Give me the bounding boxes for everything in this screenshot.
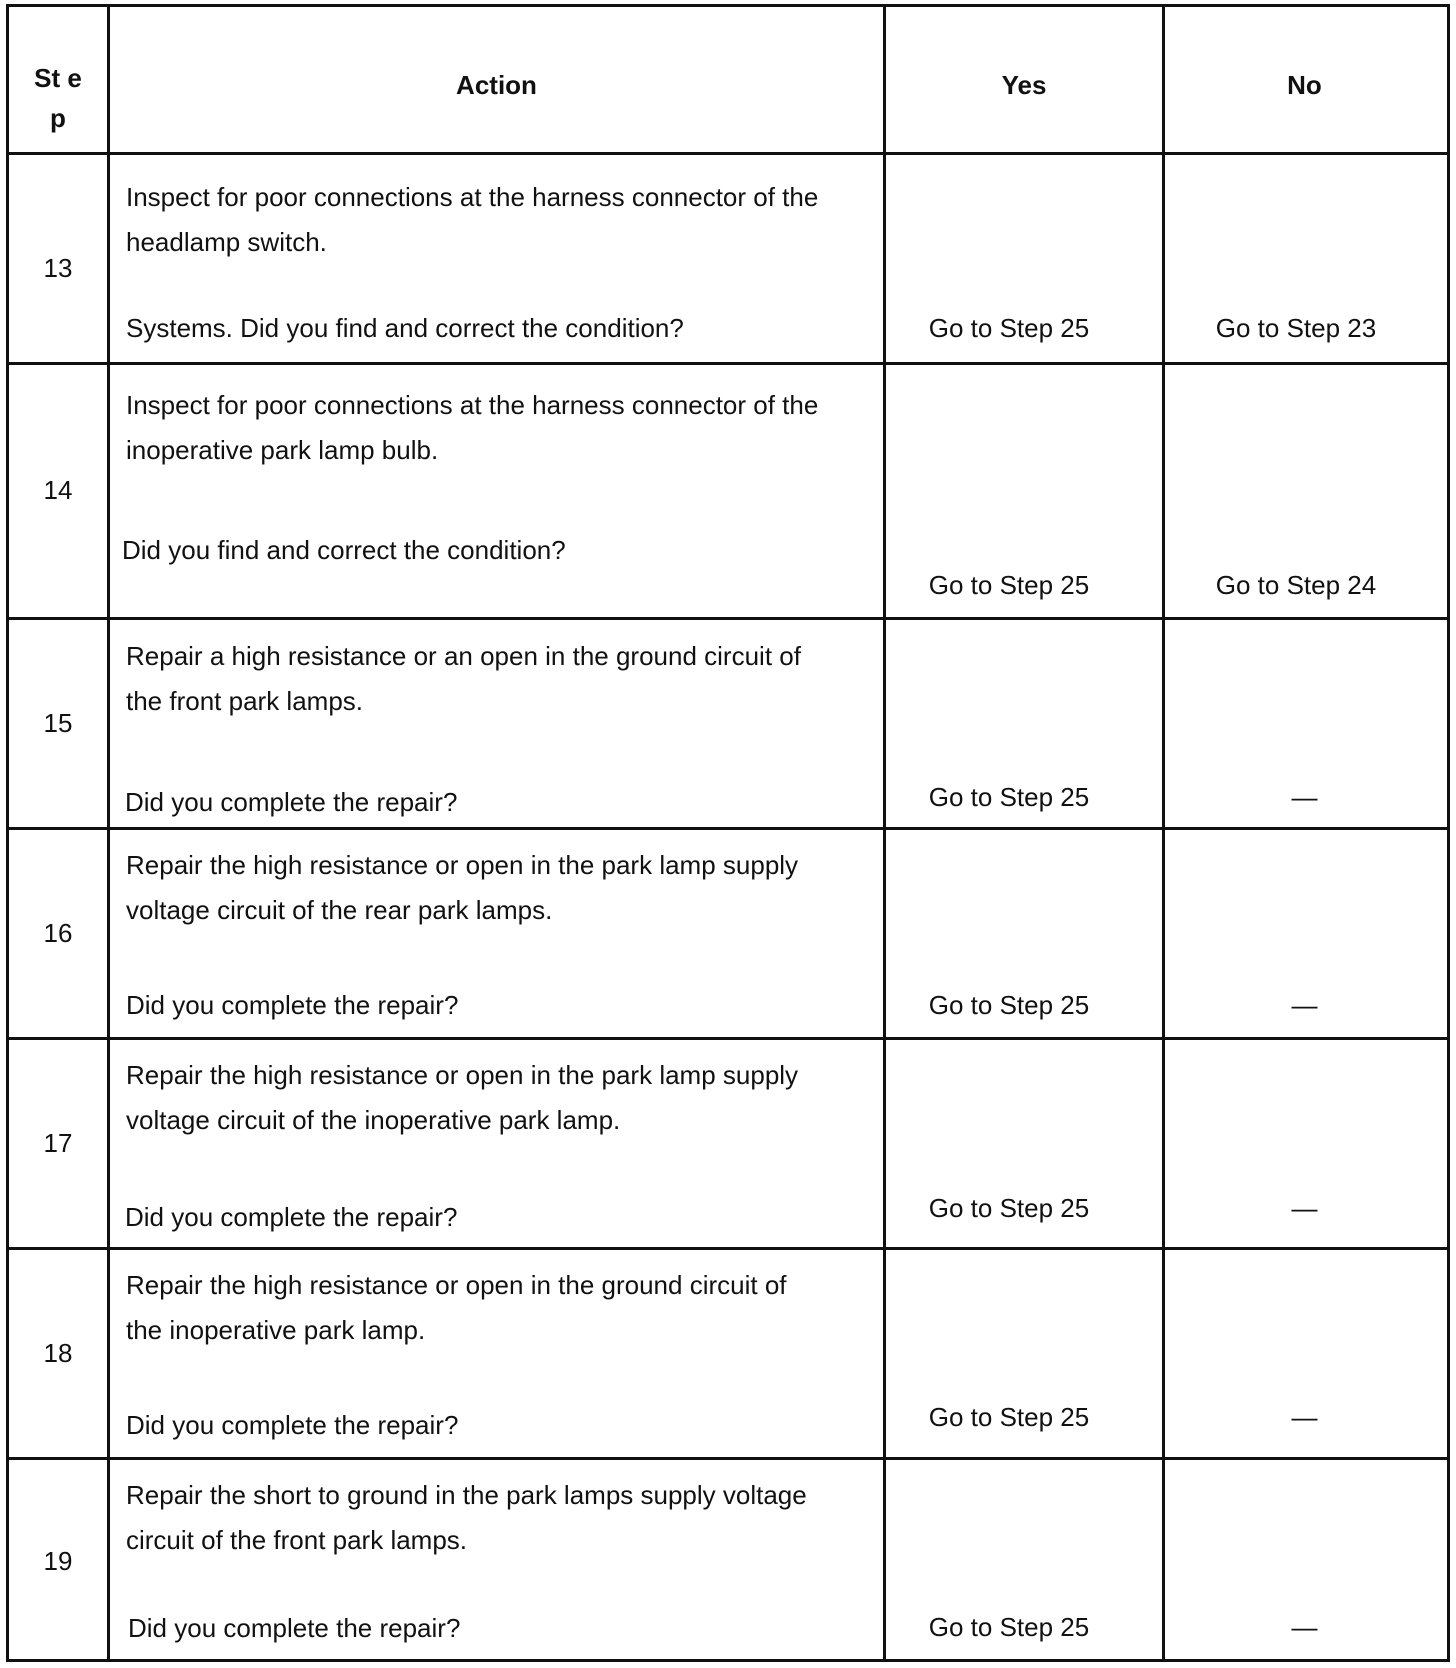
table-row <box>9 620 1447 830</box>
yes-result: Go to Step 25 <box>928 1612 1090 1642</box>
step-number: 15 <box>43 708 73 738</box>
action-cell <box>110 155 886 362</box>
table-row <box>9 1460 1447 1662</box>
action-question: Did you complete the repair? <box>126 1410 459 1440</box>
header-step-label: St ep <box>34 63 82 133</box>
action-cell <box>110 620 886 827</box>
table-row <box>9 830 1447 1040</box>
no-cell <box>1165 620 1447 827</box>
action-text: Inspect for poor connections at the harness connector of the headlamp switch. <box>126 182 819 257</box>
header-step-cell <box>9 7 110 152</box>
header-no-cell <box>1165 7 1447 152</box>
action-question: Systems. Did you find and correct the condition? <box>126 313 684 343</box>
yes-cell <box>886 1460 1165 1662</box>
action-cell <box>110 1250 886 1457</box>
table-header-row <box>9 7 1447 155</box>
action-text: Repair the short to ground in the park lamps supply voltage circuit of the front park lamps. <box>126 1480 807 1555</box>
action-question: Did you complete the repair? <box>128 1613 461 1643</box>
action-cell <box>110 830 886 1037</box>
action-cell <box>110 365 886 617</box>
step-number: 17 <box>43 1128 73 1158</box>
no-cell <box>1165 365 1447 617</box>
step-cell <box>9 1250 110 1457</box>
yes-cell <box>886 1040 1165 1247</box>
yes-cell <box>886 830 1165 1037</box>
step-number: 19 <box>43 1546 73 1576</box>
no-result: — <box>1291 1193 1318 1223</box>
header-action-cell <box>110 7 886 152</box>
no-result: Go to Step 24 <box>1215 570 1377 600</box>
no-result: — <box>1291 1402 1318 1432</box>
yes-result: Go to Step 25 <box>928 1402 1090 1432</box>
step-number: 18 <box>43 1338 73 1368</box>
no-result: — <box>1291 782 1318 812</box>
action-text: Repair the high resistance or open in the park lamp supply voltage circuit of the inoperative park lamp. <box>126 1060 799 1135</box>
yes-result: Go to Step 25 <box>928 313 1090 343</box>
action-text: Repair the high resistance or open in the ground circuit of the inoperative park lamp. <box>126 1270 787 1345</box>
yes-cell <box>886 1250 1165 1457</box>
header-yes-cell <box>886 7 1165 152</box>
table-row <box>9 155 1447 365</box>
step-cell <box>9 365 110 617</box>
step-cell <box>9 830 110 1037</box>
no-result: — <box>1291 1612 1318 1642</box>
step-cell <box>9 1460 110 1662</box>
no-cell <box>1165 830 1447 1037</box>
action-question: Did you complete the repair? <box>126 990 459 1020</box>
action-question: Did you find and correct the condition? <box>122 535 566 565</box>
step-number: 16 <box>43 918 73 948</box>
action-cell <box>110 1040 886 1247</box>
header-no-label: No <box>1287 70 1322 100</box>
yes-result: Go to Step 25 <box>928 1193 1090 1223</box>
action-cell <box>110 1460 886 1662</box>
table-row <box>9 1040 1447 1250</box>
table-row <box>9 365 1447 620</box>
yes-cell <box>886 620 1165 827</box>
action-question: Did you complete the repair? <box>125 787 458 817</box>
action-text: Repair a high resistance or an open in the ground circuit of the front park lamps. <box>126 641 801 716</box>
no-cell <box>1165 155 1447 362</box>
diagnostic-table <box>6 4 1450 1662</box>
yes-result: Go to Step 25 <box>928 990 1090 1020</box>
yes-cell <box>886 365 1165 617</box>
table-row <box>9 1250 1447 1460</box>
no-result: — <box>1291 990 1318 1020</box>
yes-result: Go to Step 25 <box>928 782 1090 812</box>
step-cell <box>9 620 110 827</box>
header-yes-label: Yes <box>1001 70 1047 100</box>
action-question: Did you complete the repair? <box>125 1202 458 1232</box>
yes-cell <box>886 155 1165 362</box>
yes-result: Go to Step 25 <box>928 570 1090 600</box>
header-action-label: Action <box>456 70 537 100</box>
no-cell <box>1165 1250 1447 1457</box>
no-result: Go to Step 23 <box>1215 313 1377 343</box>
step-cell <box>9 1040 110 1247</box>
no-cell <box>1165 1040 1447 1247</box>
step-cell <box>9 155 110 362</box>
action-text: Repair the high resistance or open in the park lamp supply voltage circuit of the rear park lamps. <box>126 850 799 925</box>
step-number: 14 <box>43 475 73 505</box>
action-text: Inspect for poor connections at the harness connector of the inoperative park lamp bulb. <box>126 390 819 465</box>
no-cell <box>1165 1460 1447 1662</box>
step-number: 13 <box>43 253 73 283</box>
